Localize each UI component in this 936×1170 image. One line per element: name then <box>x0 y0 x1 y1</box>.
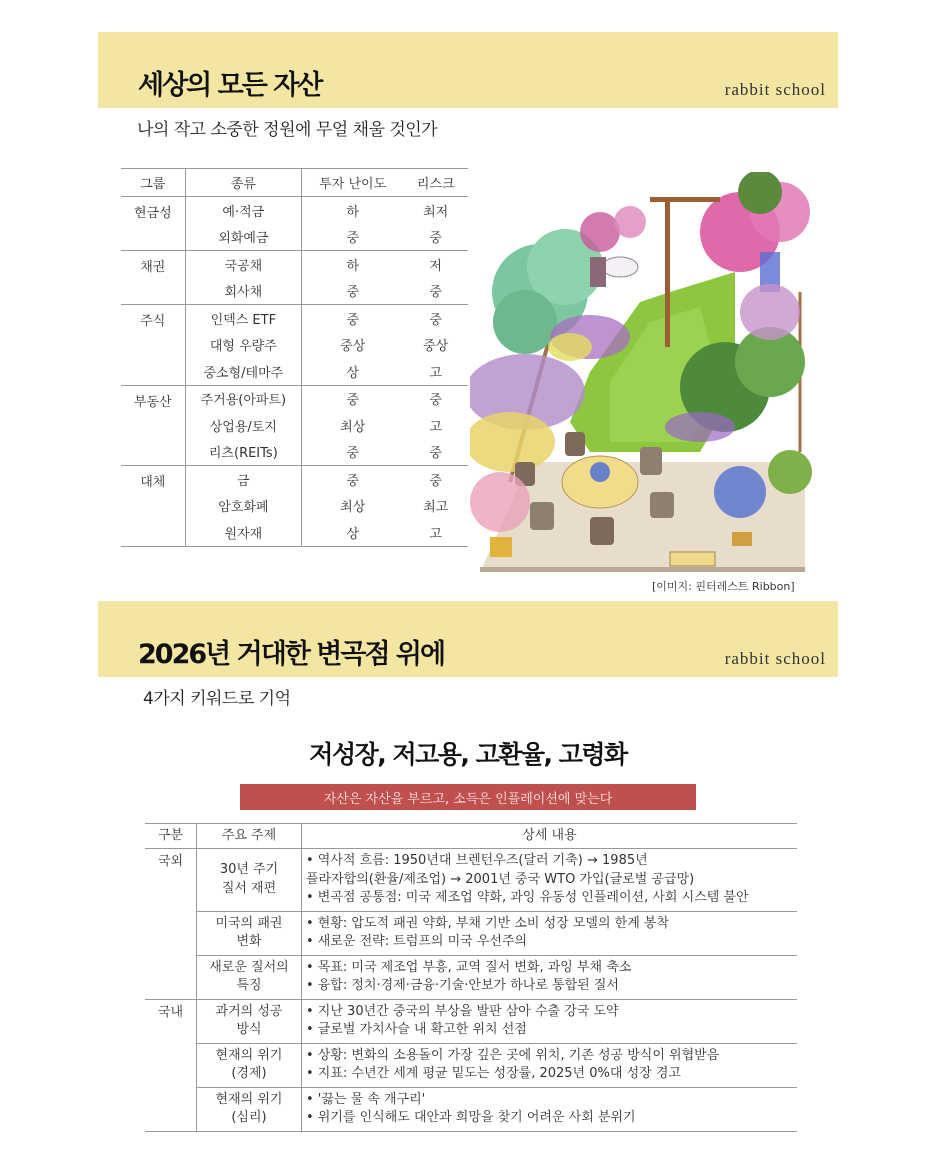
turning-point-table <box>145 823 797 1132</box>
risk-cell: 중 <box>429 393 442 409</box>
topic-cell: 과거의 성공 방식 <box>197 999 302 1043</box>
category-cell: 국외 <box>145 849 197 1000</box>
difficulty-cell: 최상 <box>340 419 366 435</box>
type-cell: 암호화폐 <box>185 493 301 520</box>
risk-cell: 중 <box>403 224 468 251</box>
section2-title: 2026년 거대한 변곡점 위에 <box>138 639 445 670</box>
topic-cell: 현재의 위기 (심리) <box>197 1087 302 1131</box>
difficulty-cell: 중 <box>302 439 404 466</box>
difficulty-cell: 최상 <box>340 500 366 516</box>
topic-cell: 새로운 질서의 특징 <box>197 955 302 999</box>
details-cell: • 상황: 변화의 소용돌이 가장 깊은 곳에 위치, 기존 성공 방식이 위협받음 • 지표: 수년간 세계 평균 밑도는 성장률, 2025년 0%대 성장 경고 <box>302 1043 798 1087</box>
type-cell: 예·적금 <box>185 197 301 224</box>
type-cell: 회사채 <box>185 278 301 305</box>
group-cell: 부동산 <box>121 385 185 466</box>
group-cell: 대체 <box>121 466 185 547</box>
difficulty-cell: 하 <box>346 258 359 274</box>
section1-subtitle: 나의 작고 소중한 정원에 무얼 채울 것인가 <box>137 120 438 140</box>
risk-cell: 고 <box>429 419 442 435</box>
section2-header-band <box>98 601 838 677</box>
risk-cell: 고 <box>403 519 468 546</box>
keywords-heading: 저성장, 저고용, 고환율, 고령화 <box>309 740 627 769</box>
details-cell: • 지난 30년간 중국의 부상을 발판 삼아 수출 강국 도약 • 글로벌 가치사슬 내 확고한 위치 선점 <box>302 999 798 1043</box>
col-header-difficulty: 투자 난이도 <box>302 169 404 197</box>
difficulty-cell: 중 <box>346 393 359 409</box>
details-cell: • 목표: 미국 제조업 부흥, 교역 질서 변화, 과잉 부채 축소 • 융합: 정치·경제·금융·기술·안보가 하나로 통합된 질서 <box>302 955 798 999</box>
difficulty-cell: 중 <box>346 473 359 489</box>
quote-banner <box>240 784 696 810</box>
risk-cell: 최고 <box>423 500 449 516</box>
col-header-details: 상세 내용 <box>302 824 798 849</box>
category-cell: 국내 <box>145 999 197 1131</box>
group-cell: 주식 <box>121 305 185 386</box>
section1-title: 세상의 모든 자산 <box>138 70 322 101</box>
details-cell: • 역사적 흐름: 1950년대 브렌턴우즈(달러 기축) → 1985년 플라자합의(환율/제조업) → 2001년 중국 WTO 가입(글로벌 공급망) • 변곡점 공통점: 미국 제조업 약화, 과잉 유동성 인플레이션, 사회 시스템 불안 <box>302 849 798 912</box>
type-cell: 중소형/테마주 <box>185 358 301 385</box>
topic-cell: 미국의 패권 변화 <box>197 911 302 955</box>
type-cell: 금 <box>185 466 301 493</box>
quote-banner-text: 자산은 자산을 부르고, 소득은 인플레이션에 맞는다 <box>323 791 613 807</box>
table-row <box>145 849 797 912</box>
type-cell: 주거용(아파트) <box>185 385 301 412</box>
col-header-type: 종류 <box>185 169 301 197</box>
risk-cell: 중 <box>403 439 468 466</box>
type-cell: 외화예금 <box>185 224 301 251</box>
table-row <box>121 466 468 493</box>
difficulty-cell: 중상 <box>340 339 366 355</box>
difficulty-cell: 중 <box>302 224 404 251</box>
table-row <box>121 385 468 412</box>
brand-label: rabbit school <box>724 649 826 668</box>
table-row <box>121 305 468 332</box>
col-header-topic: 주요 주제 <box>197 824 302 849</box>
difficulty-cell: 중 <box>346 312 359 328</box>
garden-illustration <box>470 172 815 577</box>
col-header-category: 구분 <box>145 824 197 849</box>
group-cell: 채권 <box>121 251 185 305</box>
group-cell: 현금성 <box>121 197 185 251</box>
col-header-risk: 리스크 <box>403 169 468 197</box>
details-cell: • '끓는 물 속 개구리' • 위기를 인식해도 대안과 희망을 찾기 어려운 사회 분위기 <box>302 1087 798 1131</box>
risk-cell: 최저 <box>423 204 449 220</box>
difficulty-cell: 하 <box>346 204 359 220</box>
difficulty-cell: 상 <box>302 358 404 385</box>
table-row <box>145 1043 797 1087</box>
type-cell: 상업용/토지 <box>185 412 301 439</box>
table-row <box>145 955 797 999</box>
table-row <box>145 911 797 955</box>
table-row <box>121 251 468 278</box>
difficulty-cell: 중 <box>302 278 404 305</box>
type-cell: 리츠(REITs) <box>185 439 301 466</box>
type-cell: 인덱스 ETF <box>185 305 301 332</box>
risk-cell: 중 <box>429 312 442 328</box>
risk-cell: 중상 <box>423 339 449 355</box>
type-cell: 원자재 <box>185 519 301 546</box>
risk-cell: 중 <box>403 278 468 305</box>
topic-cell: 30년 주기 질서 재편 <box>197 849 302 912</box>
table-row <box>145 999 797 1043</box>
details-cell: • 현황: 압도적 패권 약화, 부채 기반 소비 성장 모델의 한계 봉착 • 새로운 전략: 트럼프의 미국 우선주의 <box>302 911 798 955</box>
type-cell: 대형 우량주 <box>185 332 301 359</box>
topic-cell: 현재의 위기 (경제) <box>197 1043 302 1087</box>
risk-cell: 중 <box>429 473 442 489</box>
section2-subtitle: 4가지 키워드로 기억 <box>143 689 291 709</box>
table-row <box>145 1087 797 1131</box>
risk-cell: 고 <box>403 358 468 385</box>
risk-cell: 저 <box>429 258 442 274</box>
table-header-row <box>121 169 468 197</box>
asset-table <box>121 168 468 547</box>
image-caption: [이미지: 핀터레스트 Ribbon] <box>652 580 795 593</box>
table-row <box>121 197 468 224</box>
difficulty-cell: 상 <box>302 519 404 546</box>
section1-header-band <box>98 32 838 108</box>
brand-label: rabbit school <box>724 80 826 99</box>
type-cell: 국공채 <box>185 251 301 278</box>
col-header-group: 그룹 <box>121 169 185 197</box>
table-header-row <box>145 824 797 849</box>
